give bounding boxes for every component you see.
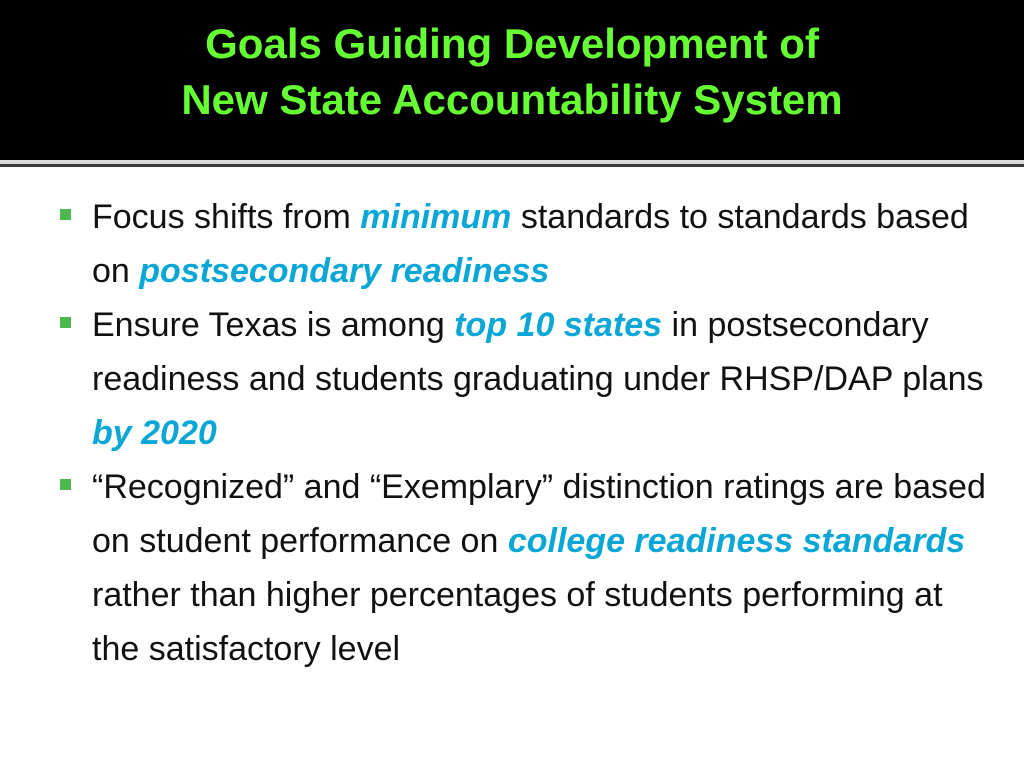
bullet-1-text-a: Focus shifts from: [92, 198, 361, 236]
bullet-2-text-a: Ensure Texas is among: [92, 306, 455, 344]
slide-title-line-2: New State Accountability System: [181, 76, 843, 123]
bullet-item-2: [60, 298, 990, 460]
bullet-item-1: [60, 190, 990, 298]
bullet-3-text-a: “Recognized” and “Exemplary” distinction ratings are based on student performance on: [92, 468, 986, 560]
bullet-2-emphasis-a: top 10 states: [454, 306, 663, 344]
bullet-2-text-b: in postsecondary readiness and students graduating under RHSP/DAP plans: [92, 306, 984, 398]
bullet-list: [60, 190, 990, 676]
bullet-item-3: [60, 460, 990, 676]
title-band: [0, 0, 1024, 160]
slide-title: [0, 16, 1024, 128]
square-bullet-icon: [60, 479, 71, 490]
square-bullet-icon: [60, 209, 71, 220]
slide-title-line-1: Goals Guiding Development of: [205, 20, 819, 67]
bullet-2-emphasis-b: by 2020: [92, 414, 217, 452]
bullet-1-emphasis-b: postsecondary readiness: [139, 252, 550, 290]
square-bullet-icon: [60, 317, 71, 328]
bullet-3-emphasis-a: college readiness standards: [507, 522, 966, 560]
bullet-3-text-b: rather than higher percentages of students performing at the satisfactory level: [92, 576, 943, 668]
bullet-1-emphasis-a: minimum: [360, 198, 512, 236]
title-divider-shadow: [0, 164, 1024, 167]
bullet-1-text-b: standards to standards based on: [92, 198, 969, 290]
